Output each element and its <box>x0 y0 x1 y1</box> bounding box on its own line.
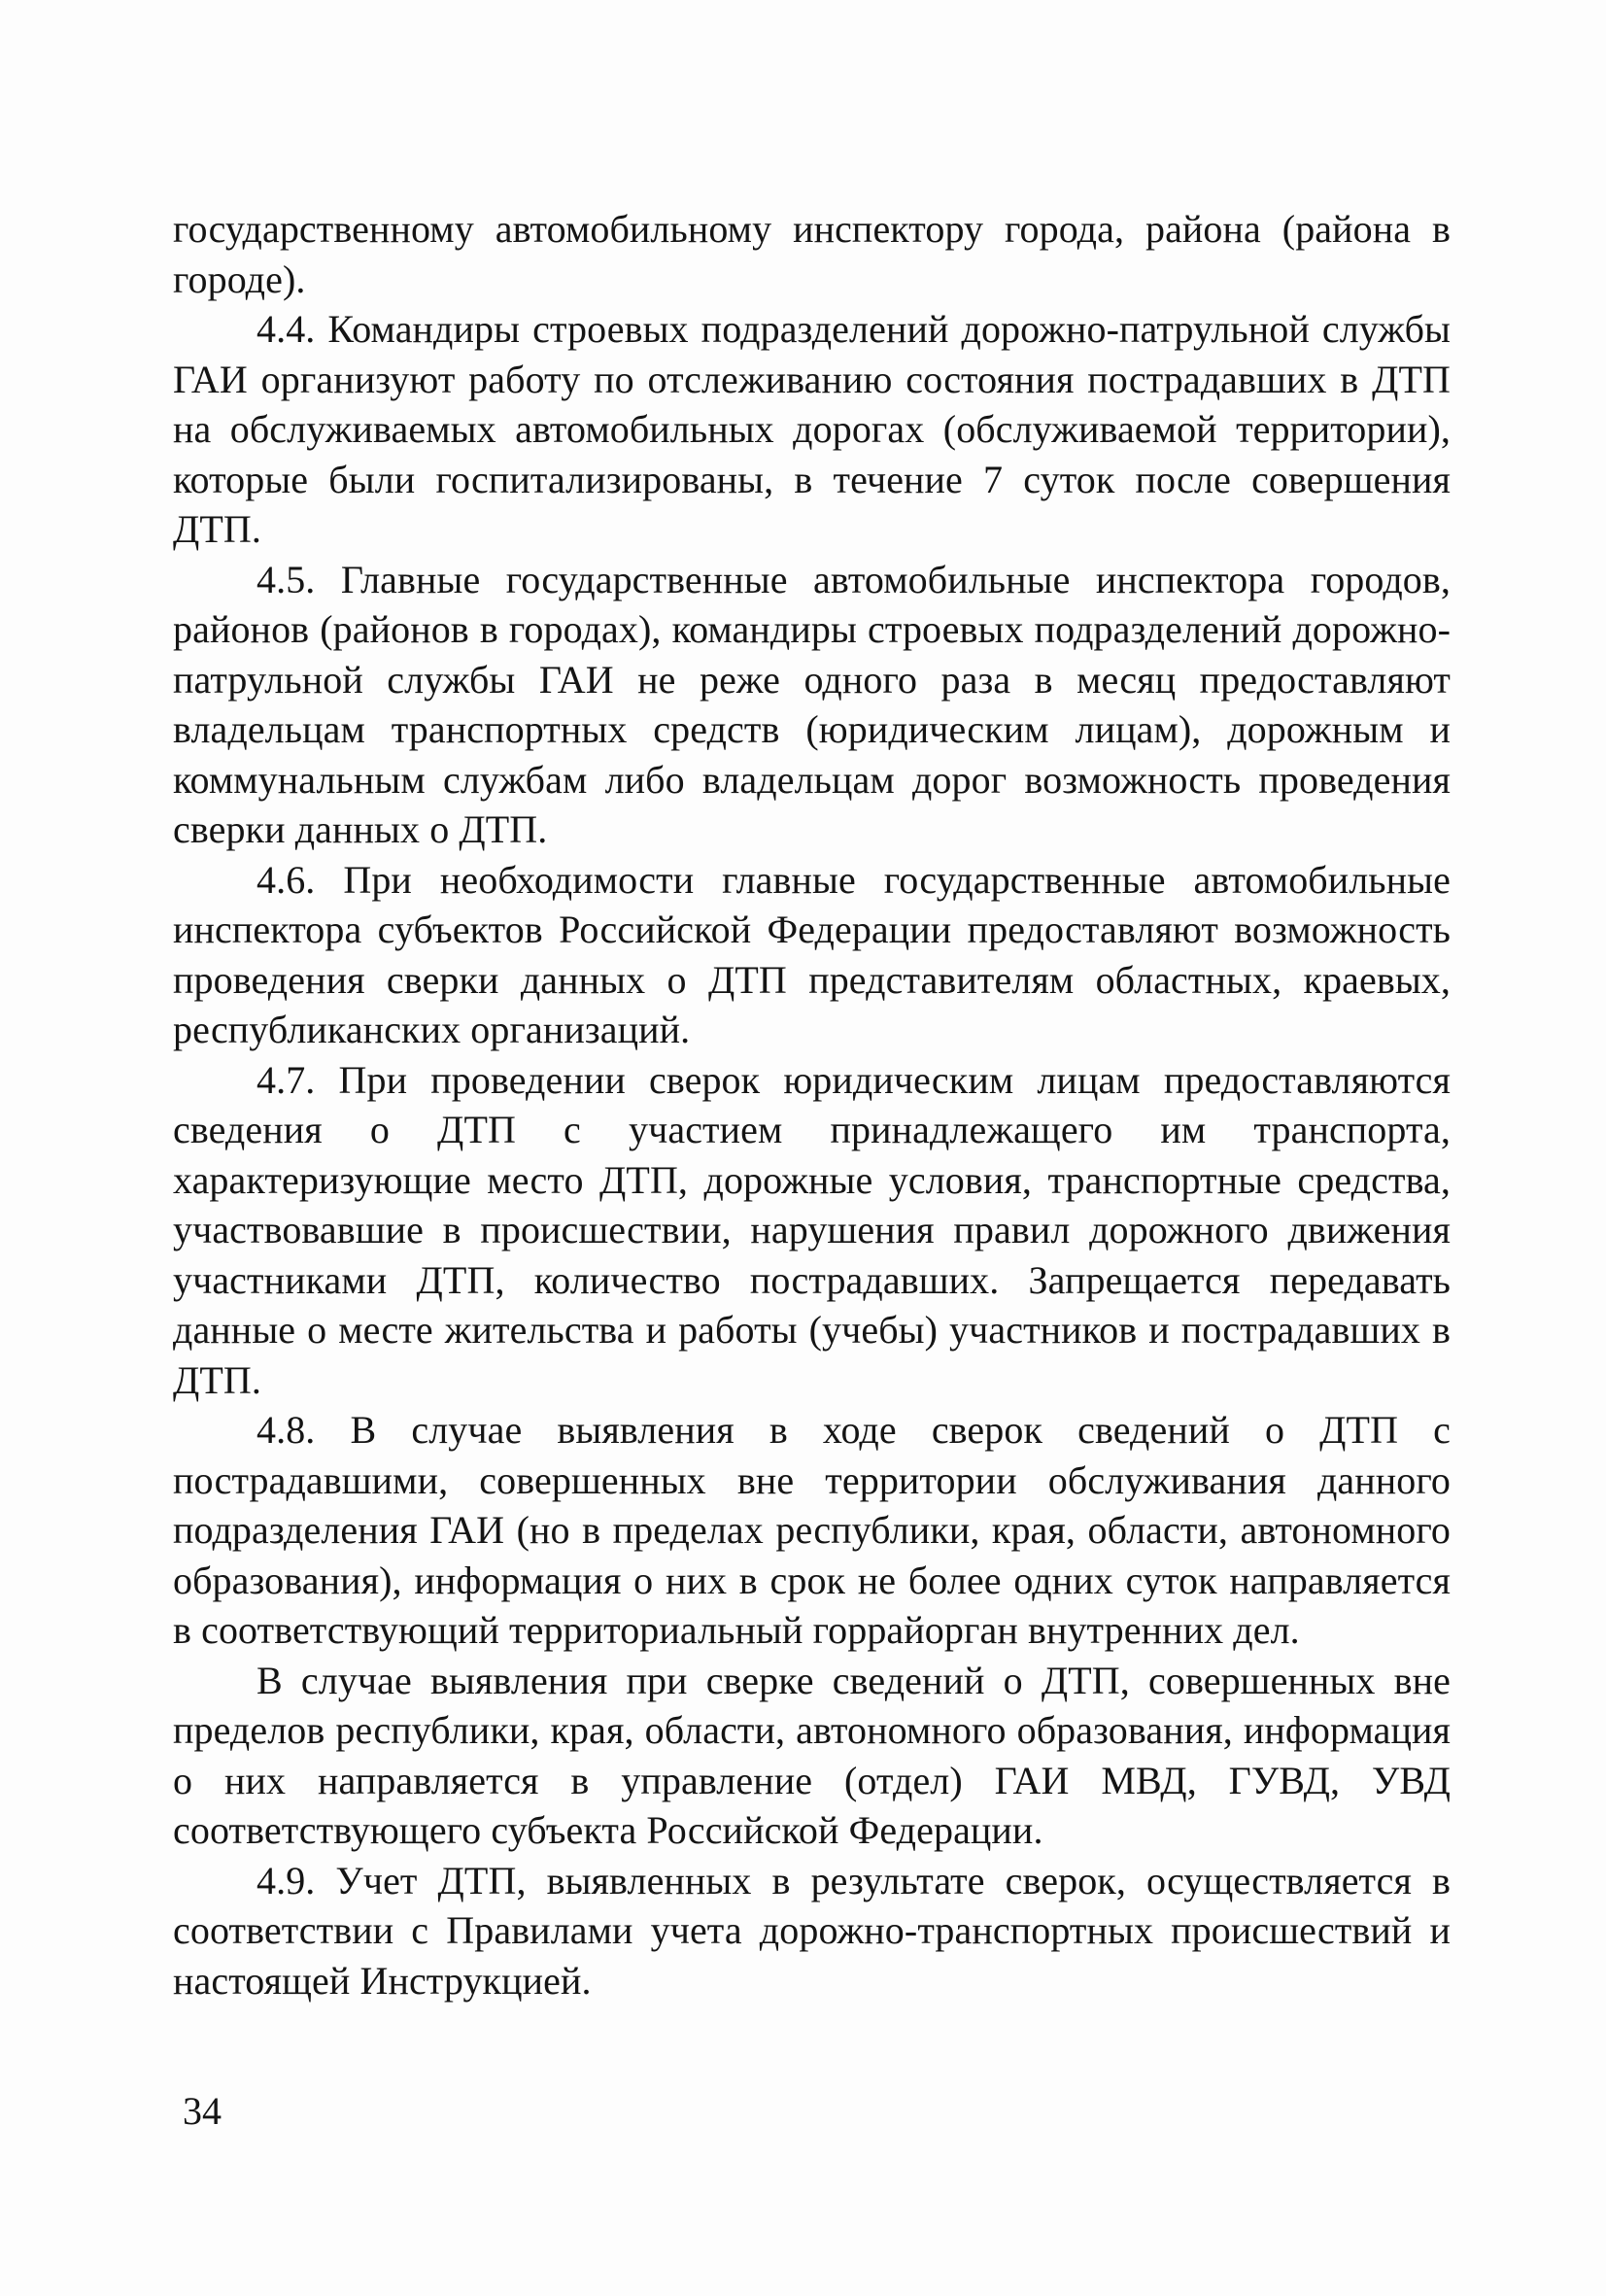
paragraph-4-8: 4.8. В случае выявления в ходе сверок сведений о ДТП с пострадавшими, совершенных вне территории обслуживания данного подразделения ГАИ (но в пределах республики, края, области, автономного образования), информация о них в срок не более одних суток направляется в соответствующий территориальный горрайорган внутренних дел. <box>173 1408 1451 1652</box>
paragraph-4-4: 4.4. Командиры строевых подразделений дорожно-патрульной службы ГАИ организуют работу по отслеживанию состояния пострадавших в ДТП на обслуживаемых автомобильных дорогах (обслуживаемой территории), которые были госпитализированы, в течение 7 суток после совершения ДТП. <box>173 307 1451 551</box>
paragraph-continuation: государственному автомобильному инспектору города, района (района в городе). <box>173 207 1451 301</box>
page-number: 34 <box>183 2089 222 2133</box>
body-text <box>173 204 1451 2005</box>
paragraph-4-8-continued: В случае выявления при сверке сведений о ДТП, совершенных вне пределов республики, края, области, автономного образования, информация о них направляется в управление (отдел) ГАИ МВД, ГУВД, УВД соответствующего субъекта Российской Федерации. <box>173 1658 1451 1852</box>
paragraph-4-6: 4.6. При необходимости главные государственные автомобильные инспектора субъектов Российской Федерации предоставляют возможность проведения сверки данных о ДТП представителям областных, краевых, республиканских организаций. <box>173 857 1451 1051</box>
paragraph-4-7: 4.7. При проведении сверок юридическим лицам предоставляются сведения о ДТП с участием принадлежащего им транспорта, характеризующие место ДТП, дорожные условия, транспортные средства, участвовавшие в происшествии, нарушения правил дорожного движения участниками ДТП, количество пострадавших. Запрещается передавать данные о месте жительства и работы (учебы) участников и пострадавших в ДТП. <box>173 1057 1451 1402</box>
paragraph-4-9: 4.9. Учет ДТП, выявленных в результате сверок, осуществляется в соответствии с Правилами учета дорожно-транспортных происшествий и настоящей Инструкцией. <box>173 1858 1451 2003</box>
paragraph-4-5: 4.5. Главные государственные автомобильные инспектора городов, районов (районов в городах), командиры строевых подразделений дорожно-патрульной службы ГАИ не реже одного раза в месяц предоставляют владельцам транспортных средств (юридическим лицам), дорожным и коммунальным службам либо владельцам дорог возможность проведения сверки данных о ДТП. <box>173 557 1451 851</box>
